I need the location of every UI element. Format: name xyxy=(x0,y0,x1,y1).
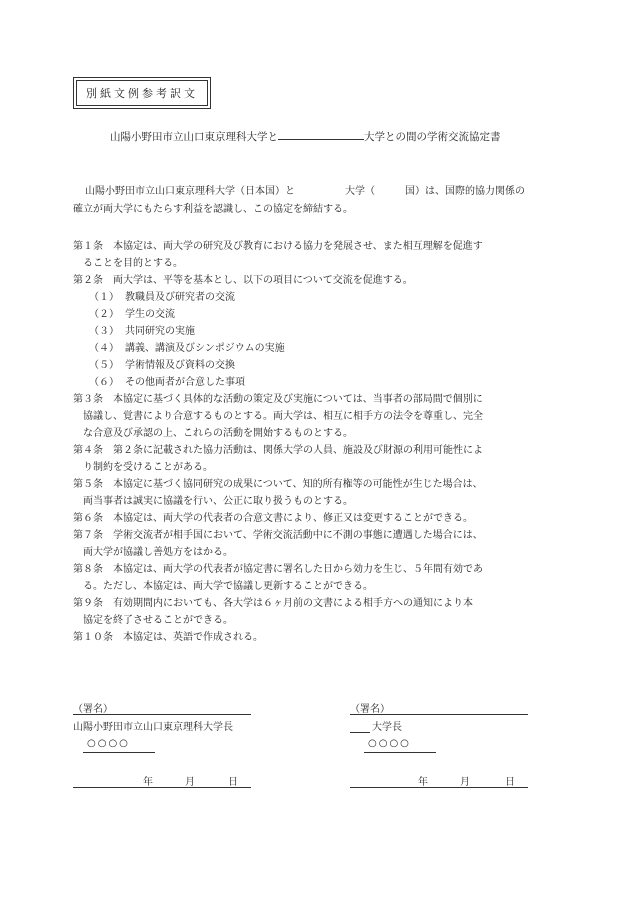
article-5: 第５条 本協定に基づく協同研究の成果について、知的所有権等の可能性が生じた場合は、 xyxy=(73,479,483,490)
title-suffix: 大学との間の学術交流協定書 xyxy=(364,131,501,143)
list-item xyxy=(73,340,553,357)
article-1-cont: ることを目的とする。 xyxy=(83,258,183,269)
article-4-cont: り制約を受けることがある。 xyxy=(83,462,213,473)
reference-label-box xyxy=(73,77,211,109)
document-title xyxy=(110,129,530,144)
article-10: 第１０条 本協定は、英語で作成される。 xyxy=(73,632,263,643)
item-text: 教職員及び研究者の交流 xyxy=(125,292,235,303)
list-item xyxy=(73,357,553,374)
item-text: 共同研究の実施 xyxy=(125,326,195,337)
article-6: 第６条 本協定は、両大学の代表者の合意文書により、修正又は変更することができる。 xyxy=(73,513,473,524)
right-signature-block xyxy=(350,700,530,790)
right-signer-title: 大学長 xyxy=(372,722,402,733)
article-8-cont: る。ただし、本協定は、両大学で協議し更新することができる。 xyxy=(83,581,373,592)
item-text: 講義、講演及びシンポジウムの実施 xyxy=(125,343,285,354)
right-title-blank-line xyxy=(350,732,370,733)
preamble-line-1: 山陽小野田市立山口東京理科大学（日本国）と 大学（ 国）は、国際的協力関係の xyxy=(85,186,525,197)
article-3-cont: な合意及び承認の上、これらの活動を開始するものとする。 xyxy=(83,428,353,439)
right-date-day: 日 xyxy=(505,777,515,788)
item-number: （３） xyxy=(89,326,119,337)
left-signer-name: ○○○○ xyxy=(87,738,130,749)
article-9: 第９条 有効期間内においても、各大学は６ヶ月前の文書による相手方への通知により本 xyxy=(73,598,473,609)
left-sign-label: （署名） xyxy=(73,704,113,715)
left-sign-line xyxy=(73,714,251,715)
article-9-cont: 協定を終了させることができる。 xyxy=(83,615,233,626)
right-name-line xyxy=(364,752,436,753)
item-number: （１） xyxy=(89,292,119,303)
list-item xyxy=(73,289,553,306)
left-date-year: 年 xyxy=(143,777,153,788)
right-date-year: 年 xyxy=(418,777,428,788)
preamble xyxy=(73,183,563,219)
left-date-day: 日 xyxy=(228,777,238,788)
left-signature-block xyxy=(73,700,253,790)
article-5-cont: 両当事者は誠実に協議を行い、公正に取り扱うものとする。 xyxy=(83,496,353,507)
left-date-month: 月 xyxy=(185,777,195,788)
item-number: （２） xyxy=(89,309,119,320)
article-7-cont: 両大学が協議し善処方をはかる。 xyxy=(83,547,233,558)
articles-section xyxy=(73,238,553,646)
left-signer-title: 山陽小野田市立山口東京理科大学長 xyxy=(73,722,233,733)
right-sign-label: （署名） xyxy=(350,704,390,715)
article-7: 第７条 学術交流者が相手国において、学術交流活動中に不測の事態に遭遇した場合には、 xyxy=(73,530,483,541)
article-3: 第３条 本協定に基づく具体的な活動の策定及び実施については、当事者の部局間で個別に xyxy=(73,394,483,405)
left-date-line xyxy=(73,787,251,788)
item-number: （４） xyxy=(89,343,119,354)
item-text: その他両者が合意した事項 xyxy=(125,377,245,388)
article-8: 第８条 本協定は、両大学の代表者が協定書に署名した日から効力を生じ、５年間有効であ xyxy=(73,564,483,575)
item-text: 学術情報及び資料の交換 xyxy=(125,360,235,371)
title-prefix: 山陽小野田市立山口東京理科大学と xyxy=(110,131,278,143)
preamble-line-2: 確立が両大学にもたらす利益を認識し、この協定を締結する。 xyxy=(73,204,353,215)
item-number: （６） xyxy=(89,377,119,388)
left-name-line xyxy=(83,752,155,753)
reference-label: 別紙文例参考訳文 xyxy=(86,87,198,100)
list-item xyxy=(73,323,553,340)
item-text: 学生の交流 xyxy=(125,309,175,320)
list-item xyxy=(73,306,553,323)
article-3-cont: 協議し、覚書により合意するものとする。両大学は、相互に相手方の法令を尊重し、完全 xyxy=(83,411,483,422)
article-2: 第２条 両大学は、平等を基本とし、以下の項目について交流を促進する。 xyxy=(73,275,413,286)
list-item xyxy=(73,374,553,391)
right-date-line xyxy=(350,787,528,788)
title-blank-line xyxy=(278,130,364,140)
right-signer-name: ○○○○ xyxy=(368,738,411,749)
article-4: 第４条 第２条に記載された協力活動は、関係大学の人員、施設及び財源の利用可能性によ xyxy=(73,445,483,456)
right-date-month: 月 xyxy=(460,777,470,788)
article-1: 第１条 本協定は、両大学の研究及び教育における協力を発展させ、また相互理解を促進す xyxy=(73,241,483,252)
right-sign-line xyxy=(350,714,528,715)
item-number: （５） xyxy=(89,360,119,371)
